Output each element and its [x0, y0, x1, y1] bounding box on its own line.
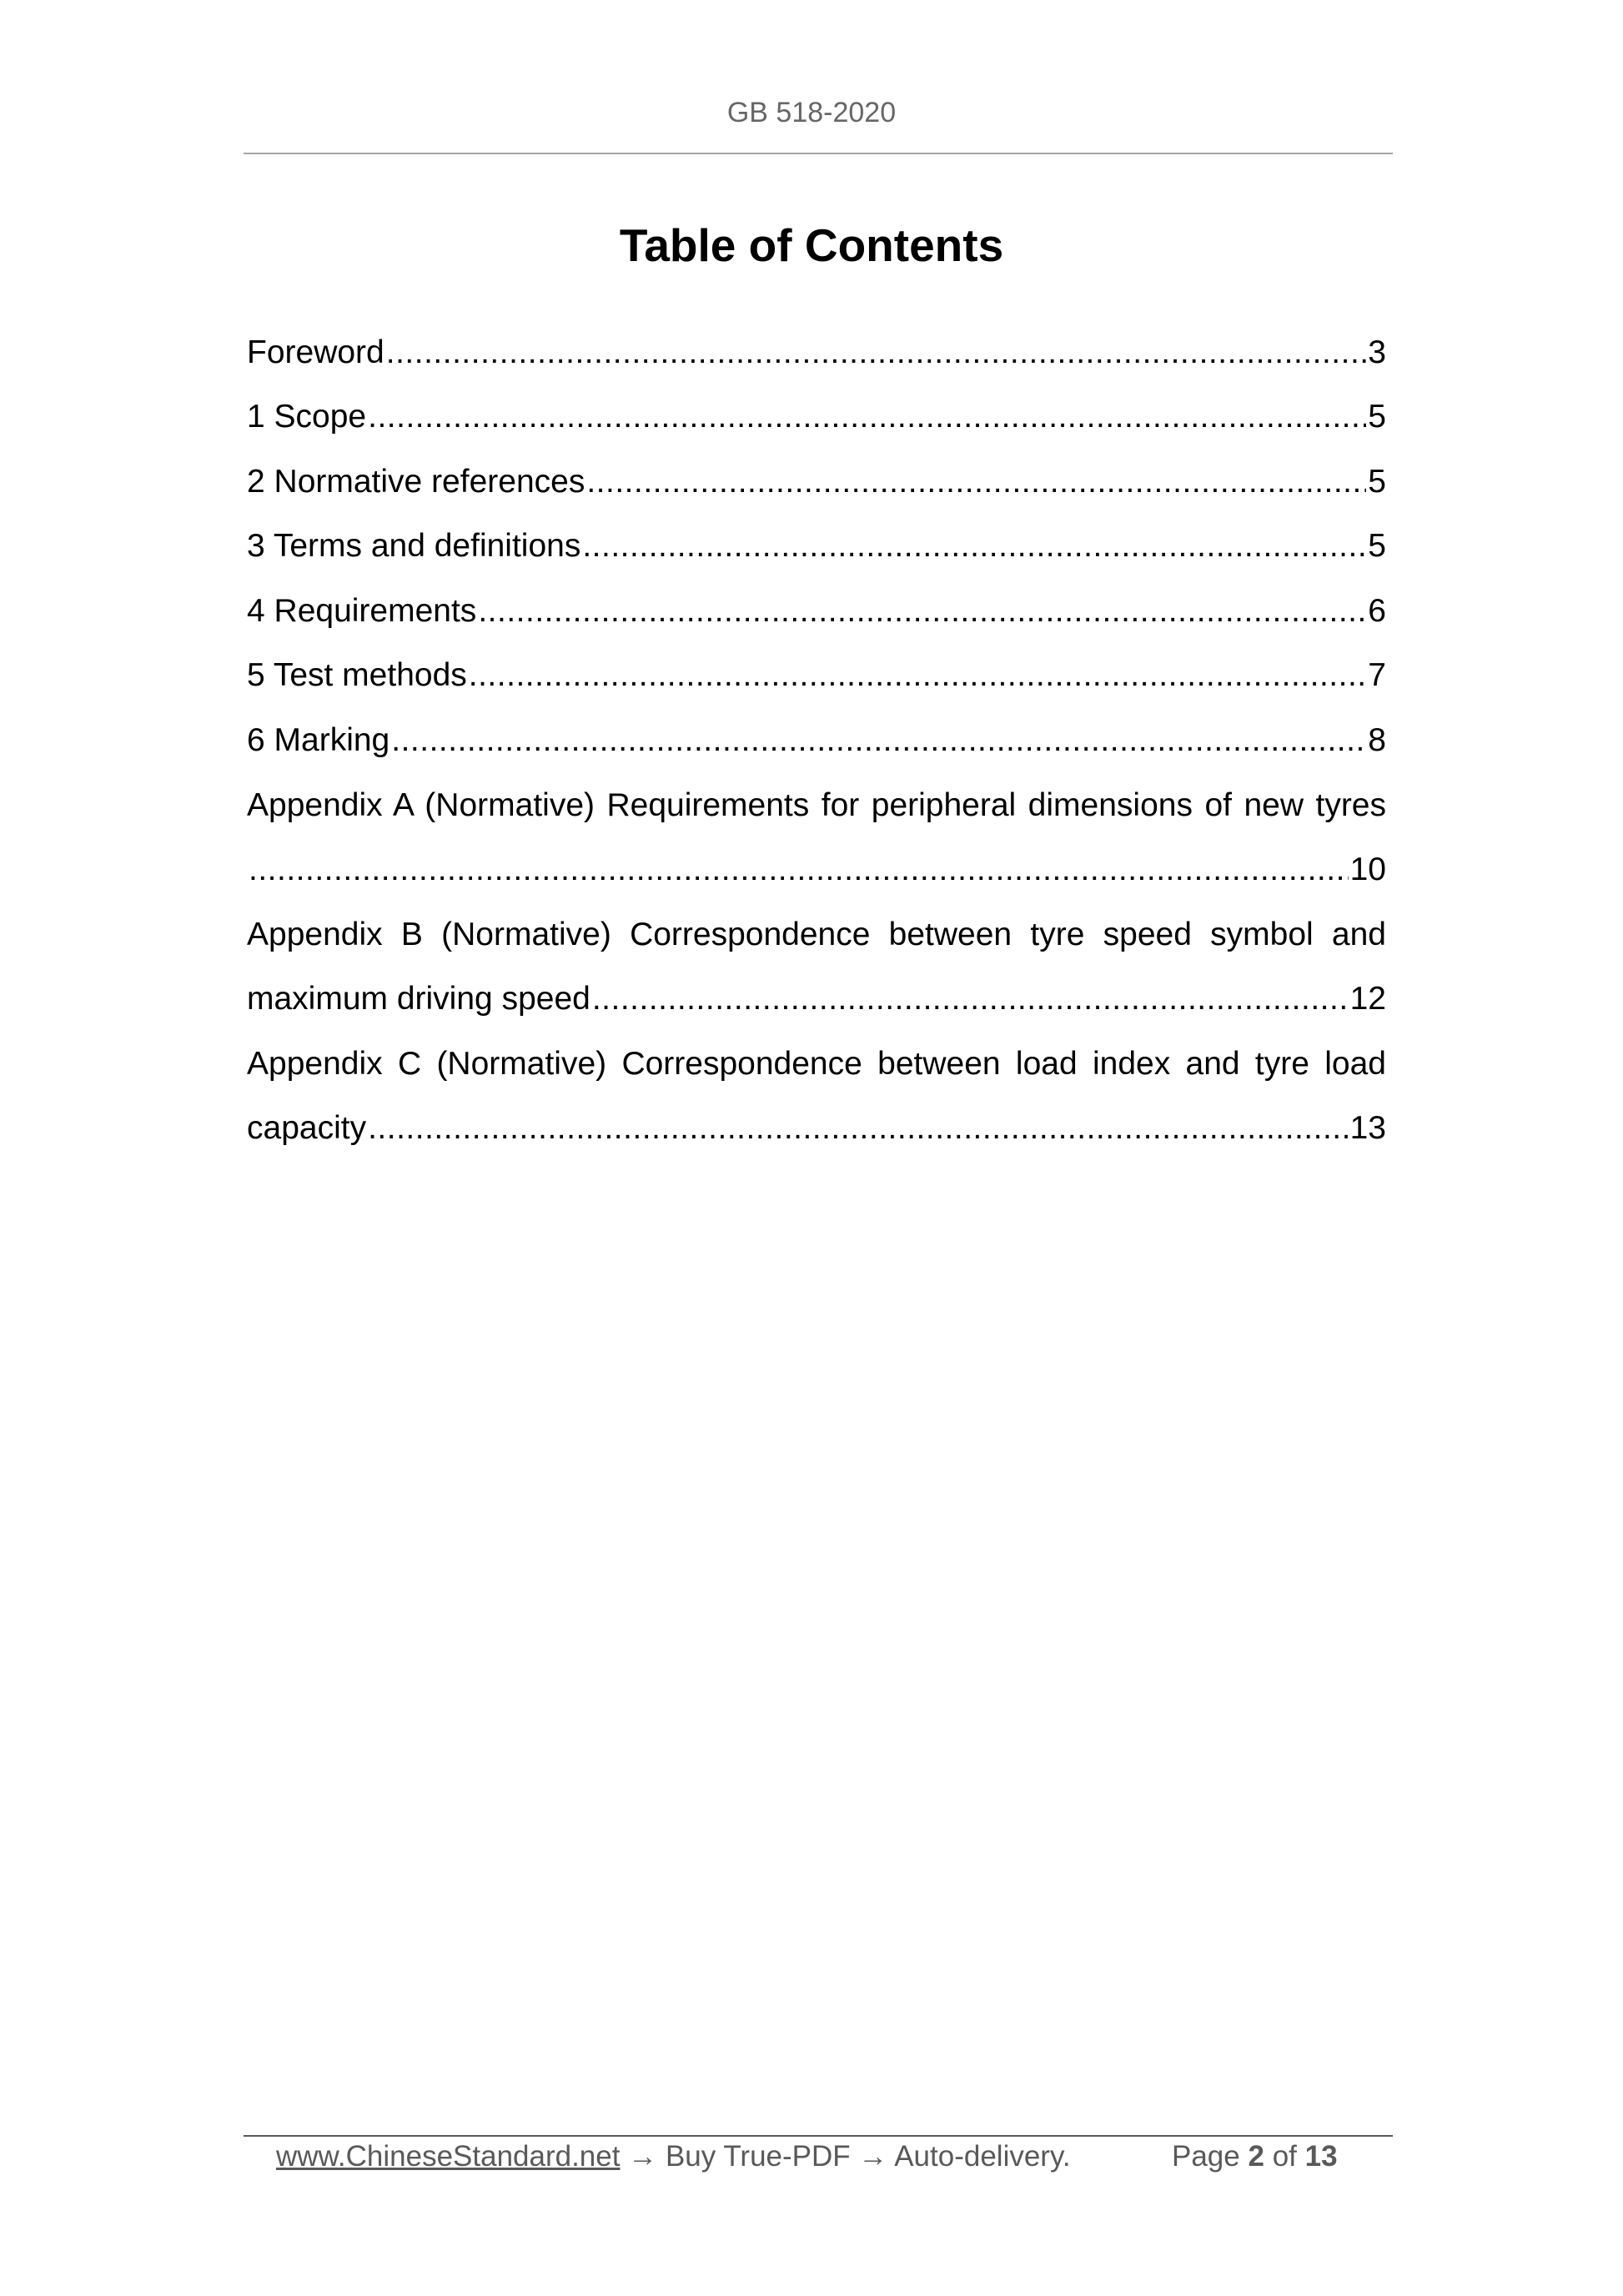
toc-entry-label: 2 Normative references: [247, 463, 585, 500]
dot-leader: [582, 528, 1366, 565]
delivery-text: Auto-delivery.: [894, 2140, 1071, 2173]
footer-divider: [244, 2135, 1393, 2137]
dot-leader: [391, 722, 1366, 759]
toc-entry-label: Appendix C (Normative) Correspondence between load index and tyre load: [247, 1045, 1386, 1082]
dot-leader: [478, 593, 1366, 630]
toc-entry-appendix-b-line1[interactable]: [247, 902, 1386, 967]
header-divider: [244, 153, 1393, 154]
arrow-right-icon: →: [628, 2140, 658, 2173]
document-id: GB 518-2020: [726, 97, 897, 128]
toc-entry-appendix-b-line2[interactable]: [247, 967, 1386, 1032]
page-footer: [276, 2140, 1071, 2173]
page-number: [1172, 2140, 1338, 2173]
arrow-right-icon: →: [858, 2140, 888, 2173]
toc-entry-label: Appendix A (Normative) Requirements for peripheral dimensions of new tyres: [247, 786, 1386, 823]
dot-leader: [368, 1110, 1349, 1147]
toc-entry-label: 3 Terms and definitions: [247, 528, 581, 565]
toc-entry-foreword[interactable]: [247, 320, 1386, 385]
toc-entry-terms-definitions[interactable]: [247, 515, 1386, 580]
toc-entry-page: 5: [1368, 399, 1386, 435]
toc-entry-label: Appendix B (Normative) Correspondence between tyre speed symbol and: [247, 916, 1386, 952]
toc-entry-label: 6 Marking: [247, 721, 390, 758]
toc-entry-page: 3: [1368, 334, 1386, 370]
toc-entry-label: capacity: [247, 1109, 367, 1146]
toc-entry-label: Foreword: [247, 334, 384, 370]
toc-title: Table of Contents: [619, 219, 1004, 271]
toc-entry-appendix-c-line1[interactable]: [247, 1032, 1386, 1097]
toc-entry-appendix-a-line2[interactable]: [247, 837, 1386, 902]
dot-leader: [368, 399, 1366, 435]
dot-leader: [586, 464, 1366, 500]
of-word: of: [1272, 2140, 1297, 2173]
toc-entry-test-methods[interactable]: [247, 644, 1386, 709]
toc-entry-page: 10: [1349, 851, 1386, 887]
toc-entry-appendix-a-line1[interactable]: [247, 773, 1386, 838]
toc-entry-label: maximum driving speed: [247, 980, 590, 1017]
toc-entry-scope[interactable]: [247, 385, 1386, 450]
toc-entry-normative-references[interactable]: [247, 450, 1386, 515]
toc-entry-page: 12: [1349, 980, 1386, 1017]
toc-entry-label: 5 Test methods: [247, 657, 467, 694]
page-word: Page: [1172, 2140, 1240, 2173]
toc-entry-label: 4 Requirements: [247, 592, 477, 629]
toc-entry-appendix-c-line2[interactable]: [247, 1096, 1386, 1161]
buy-text: Buy True-PDF: [665, 2140, 851, 2173]
toc-entry-marking[interactable]: [247, 708, 1386, 773]
toc-entry-page: 8: [1368, 721, 1386, 758]
dot-leader: [592, 981, 1349, 1017]
toc-entry-label: 1 Scope: [247, 399, 367, 435]
current-page: 2: [1248, 2140, 1264, 2173]
toc-entry-requirements[interactable]: [247, 579, 1386, 644]
website-link[interactable]: www.ChineseStandard.net: [276, 2140, 621, 2173]
dot-leader: [249, 852, 1349, 888]
toc-entry-page: 5: [1368, 463, 1386, 500]
toc-entry-page: 5: [1368, 528, 1386, 565]
dot-leader: [469, 657, 1367, 694]
table-of-contents: [247, 320, 1386, 1161]
toc-entry-page: 13: [1349, 1109, 1386, 1146]
dot-leader: [386, 334, 1367, 371]
toc-entry-page: 6: [1368, 592, 1386, 629]
toc-entry-page: 7: [1368, 657, 1386, 694]
total-pages: 13: [1304, 2140, 1338, 2173]
